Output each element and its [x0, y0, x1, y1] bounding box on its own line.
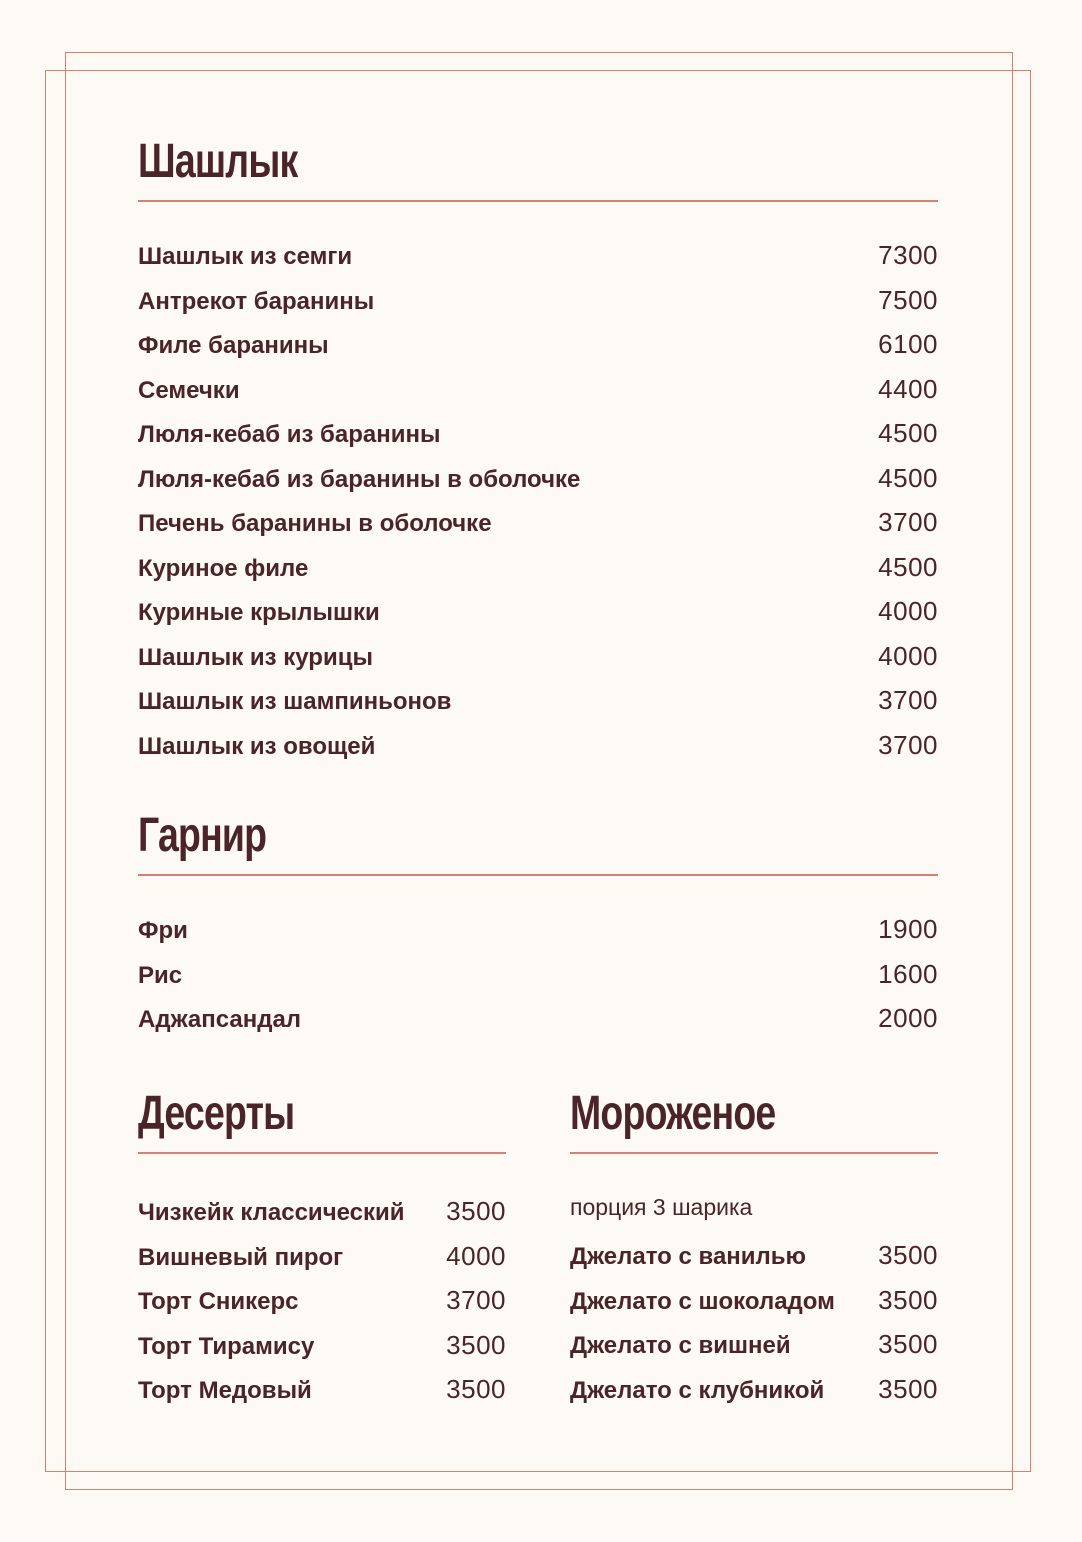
menu-item-price: 2000 [878, 1003, 938, 1033]
menu-item-name: Джелато с вишней [570, 1332, 791, 1359]
menu-item-row [570, 1329, 938, 1360]
portion-note: порция 3 шарика [570, 1194, 753, 1220]
menu-item-name: Куриные крылышки [138, 599, 380, 626]
menu-item-price: 4400 [878, 373, 938, 404]
section-desserts [138, 1087, 506, 1420]
menu-item-row [138, 959, 938, 990]
menu-item-name: Печень баранины в оболочке [138, 510, 492, 537]
section-title: Шашлык [138, 135, 298, 188]
menu-item-row [138, 1330, 506, 1361]
menu-item-name: Джелато с ванилью [570, 1243, 807, 1270]
menu-item-price: 3700 [878, 507, 938, 537]
menu-item-name: Джелато с клубникой [570, 1376, 825, 1404]
section-garnish [138, 809, 938, 1042]
menu-item-name: Джелато с шоколадом [570, 1287, 835, 1315]
menu-item-price: 7300 [878, 240, 938, 270]
menu-item-name: Люля-кебаб из баранины [138, 421, 441, 448]
menu-item-row [138, 374, 938, 405]
section-divider [138, 200, 938, 202]
menu-item-row [138, 1374, 506, 1405]
menu-item-row [138, 596, 938, 627]
menu-item-name: Люля-кебаб из баранины в оболочке [138, 465, 581, 493]
menu-item-price: 3500 [446, 1196, 506, 1226]
menu-item-name: Торт Сникерс [138, 1288, 299, 1315]
menu-item-row [138, 507, 938, 538]
menu-item-row [138, 1285, 506, 1316]
menu-item-name: Торт Медовый [138, 1377, 312, 1404]
section-divider [138, 1152, 506, 1154]
section-title: Гарнир [138, 809, 267, 862]
menu-item-price: 3500 [878, 1284, 938, 1315]
menu-item-price: 3500 [446, 1374, 506, 1404]
menu-item-price: 7500 [878, 284, 938, 315]
menu-item-price: 3500 [878, 1373, 938, 1404]
menu-item-row [138, 463, 938, 494]
section-divider [138, 874, 938, 876]
section-title: Мороженое [570, 1087, 776, 1140]
menu-item-row [570, 1374, 938, 1405]
menu-item-row [138, 418, 938, 449]
menu-item-price: 4000 [446, 1240, 506, 1271]
menu-item-name: Вишневый пирог [138, 1243, 344, 1271]
menu-item-row [138, 329, 938, 360]
menu-item-price: 6100 [878, 329, 938, 359]
menu-item-price: 4500 [878, 551, 938, 582]
menu-item-name: Чизкейк классический [138, 1199, 405, 1226]
menu-item-row [138, 641, 938, 672]
menu-item-row [570, 1285, 938, 1316]
section-divider [570, 1152, 938, 1154]
menu-item-name: Торт Тирамису [138, 1332, 315, 1360]
menu-item-price: 3700 [878, 685, 938, 715]
menu-item-name: Филе баранины [138, 332, 329, 359]
menu-item-price: 3500 [878, 1329, 938, 1359]
menu-item-price: 3500 [878, 1240, 938, 1270]
menu-item-name: Шашлык из семги [138, 243, 353, 270]
menu-item-name: Аджапсандал [138, 1006, 302, 1033]
menu-item-row [138, 685, 938, 716]
menu-item-row [138, 285, 938, 316]
section-title: Десерты [138, 1087, 295, 1140]
section-shashlyk [138, 135, 938, 778]
menu-item-row [138, 1241, 506, 1272]
menu-item-row [138, 1003, 938, 1034]
menu-item-name: Шашлык из овощей [138, 732, 376, 760]
menu-item-name: Рис [138, 961, 183, 989]
menu-item-row [138, 730, 938, 761]
menu-item-price: 1900 [878, 914, 938, 944]
menu-item-name: Куриное филе [138, 554, 309, 582]
menu-item-price: 3700 [446, 1285, 506, 1315]
menu-item-price: 4500 [878, 462, 938, 493]
menu-item-name: Шашлык из курицы [138, 643, 373, 671]
menu-item-price: 4500 [878, 418, 938, 448]
menu-item-price: 1600 [878, 958, 938, 989]
menu-item-row [138, 552, 938, 583]
section-icecream [570, 1087, 938, 1420]
menu-item-name: Шашлык из шампиньонов [138, 688, 452, 715]
menu-item-row [138, 914, 938, 945]
menu-item-name: Антрекот баранины [138, 287, 375, 315]
menu-item-row [138, 1196, 506, 1227]
menu-item-price: 4000 [878, 640, 938, 671]
menu-item-row [570, 1240, 938, 1271]
menu-item-row [138, 240, 938, 271]
menu-item-price: 3700 [878, 729, 938, 760]
menu-item-price: 4000 [878, 596, 938, 626]
menu-item-name: Семечки [138, 376, 240, 404]
menu-item-price: 3500 [446, 1329, 506, 1360]
menu-item-name: Фри [138, 917, 188, 944]
